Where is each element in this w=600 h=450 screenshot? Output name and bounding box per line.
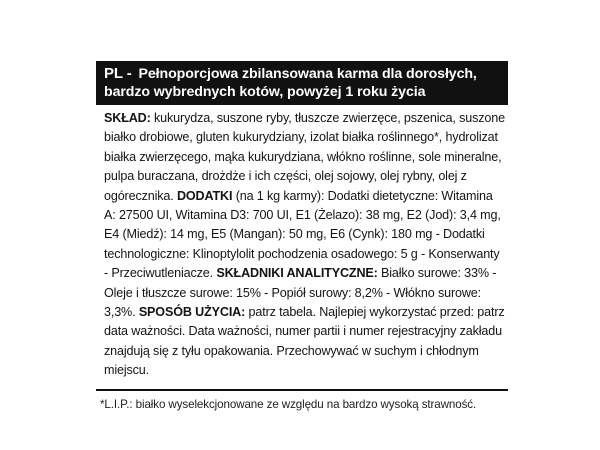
usage-heading: SPOSÓB UŻYCIA: <box>138 305 246 320</box>
language-code: PL - <box>104 65 132 82</box>
composition-text: kukurydza, suszone ryby, tłuszcze zwierzęce, pszenica, suszone białko drobiowe, gluten kukurydziany, izolat białka roślinnego*, hydrolizat białka zwierzęcego, mąka kukurydziana, włókno roślinne, sole mineralne, pulpa buraczana, drożdże i ich części, olej sojowy, olej rybny, olej z ogórecznika. <box>104 111 505 203</box>
usage-text: patrz tabela. Najlepiej wykorzystać przed: patrz data ważności. Data ważności, numer partii i numer rejestracyjny zakładu znajdują się z tyłu opakowania. Przechowywać w suchym i chłodnym miejscu. <box>104 305 505 378</box>
additives-heading: DODATKI <box>176 188 233 203</box>
label-body <box>96 105 508 385</box>
label-header <box>96 61 508 105</box>
analytical-heading: SKŁADNIKI ANALITYCZNE: <box>216 266 378 281</box>
product-label <box>96 61 508 413</box>
product-description: Pełnoporcjowa zbilansowana karma dla dorosłych, bardzo wybrednych kotów, powyżej 1 roku życia <box>104 66 477 100</box>
footnote: *L.I.P.: białko wyselekcjonowane ze względu na bardzo wysoką strawność. <box>100 397 477 411</box>
composition-heading: SKŁAD: <box>104 111 151 125</box>
additives-text: (na 1 kg karmy): Dodatki dietetyczne: Witamina A: 27500 UI, Witamina D3: 700 UI, E1 (Żelazo): 38 mg, E2 (Jod): 3,4 mg, E4 (Miedź): 14 mg, E5 (Mangan): 50 mg, E6 (Cynk): 180 mg - Dodatki technologiczne: Klinoptylolit pochodzenia osadowego: 5 g - Konserwanty - Przeciwutleniacze. <box>104 188 501 281</box>
analytical-text: Białko surowe: 33% - Oleje i tłuszcze surowe: 15% - Popiół surowy: 8,2% - Włókno surowe: 3,3%. <box>104 266 497 320</box>
